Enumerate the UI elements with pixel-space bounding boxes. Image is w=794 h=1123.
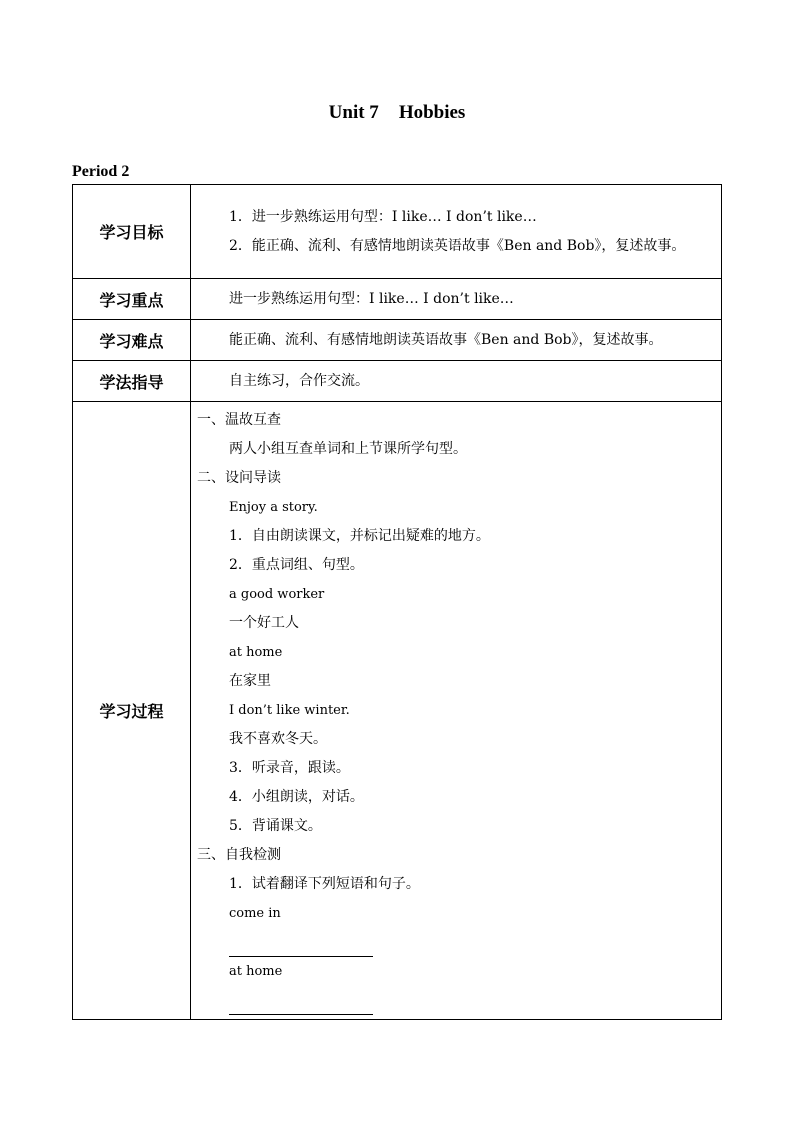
content-line: at home [229,964,283,979]
answer-blank[interactable] [229,928,373,957]
content-line: 2．重点词组、句型。 [229,557,364,573]
content-line: at home [229,645,283,660]
content-line: Enjoy a story. [229,500,318,515]
answer-blank[interactable] [229,986,373,1015]
content-line: I don’t like winter. [229,703,350,718]
content-line: 1．试着翻译下列短语和句子。 [229,876,420,892]
study-plan-table [72,184,722,1020]
table-row [73,361,722,402]
content-line: 2．能正确、流利、有感情地朗读英语故事《Ben and Bob》，复述故事。 [229,237,686,254]
content-line: 我不喜欢冬天。 [229,731,327,747]
period-label: Period 2 [72,163,130,180]
content-line: 一个好工人 [229,615,299,631]
content-line: 1．进一步熟练运用句型：I like… I don’t like… [229,208,537,225]
content-line: 5．背诵课文。 [229,818,322,834]
table-row [73,185,722,279]
section-heading: 二、设问导读 [197,470,281,486]
table-row [73,279,722,320]
content-line: 能正确、流利、有感情地朗读英语故事《Ben and Bob》，复述故事。 [229,331,663,348]
row-label: 学习难点 [73,320,191,361]
table-row [73,320,722,361]
content-line: 3．听录音，跟读。 [229,760,350,776]
content-line: a good worker [229,587,325,602]
document-title [0,102,794,124]
row-label: 学习目标 [73,185,191,279]
row-label: 学习重点 [73,279,191,320]
row-label: 学法指导 [73,361,191,402]
section-heading: 三、自我检测 [197,847,281,863]
row-content [191,361,722,402]
content-line: 两人小组互查单词和上节课所学句型。 [229,441,467,457]
content-line: 4．小组朗读，对话。 [229,789,364,805]
content-line: 进一步熟练运用句型：I like… I don’t like… [229,290,514,307]
content-line: 1．自由朗读课文，并标记出疑难的地方。 [229,528,490,544]
row-content [191,402,722,1020]
row-content [191,279,722,320]
content-line: 自主练习，合作交流。 [229,372,369,389]
content-line: come in [229,906,281,921]
unit-topic: Hobbies [398,102,466,123]
section-heading: 一、温故互查 [197,412,281,428]
content-line: 在家里 [229,673,271,689]
unit-label: Unit 7 [328,102,379,123]
row-content [191,320,722,361]
row-label: 学习过程 [73,402,191,1020]
table-row [73,402,722,1020]
row-content [191,185,722,279]
